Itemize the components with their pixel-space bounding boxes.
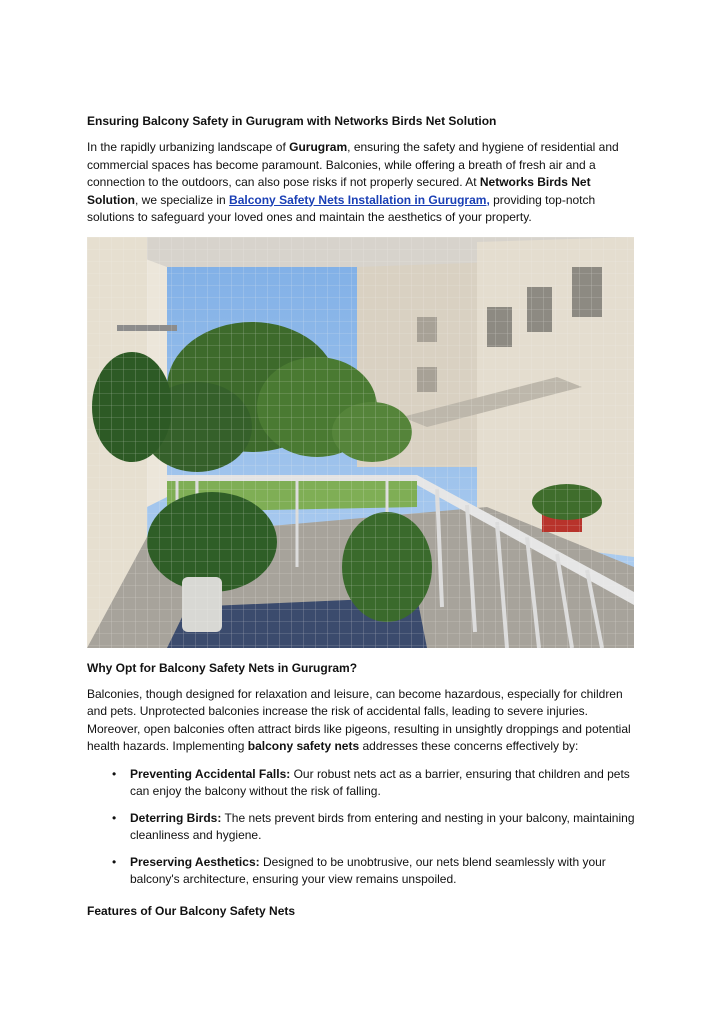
intro-text-4: providing top-notch solutions to safeguard your loved ones and maintain the aesthetics of your property. — [87, 192, 596, 224]
why-paragraph — [87, 686, 635, 756]
why-text-2: addresses these concerns effectively by: — [359, 739, 579, 753]
intro-text-2: , ensuring the safety and hygiene of residential and commercial spaces has become paramount. Balconies, while offering a breath of fresh air and a connection to the outdoors, can also pose risks if not properly secured. At — [87, 140, 619, 189]
benefits-list — [87, 766, 635, 889]
why-text-1: Balconies, though designed for relaxation and leisure, can become hazardous, especially for children and pets. Unprotected balconies increase the risk of accidental falls, leading to severe injuries. Moreover, open balconies often attract birds like pigeons, resulting in unsightly droppings and potential health hazards. Implementing — [87, 686, 631, 753]
list-item — [87, 766, 635, 801]
list-item — [87, 810, 635, 845]
intro-paragraph — [87, 139, 635, 227]
list-item-text: Our robust nets act as a barrier, ensuring that children and pets can enjoy the balcony without the risk of falling. — [130, 766, 630, 798]
list-item-title: Preserving Aesthetics: — [130, 854, 260, 869]
article-body — [87, 113, 635, 929]
list-item-title: Deterring Birds: — [130, 810, 222, 825]
intro-bold-city: Gurugram — [289, 140, 348, 154]
bullet-icon: • — [112, 810, 117, 825]
intro-bold-company: Networks Birds Net Solution — [87, 175, 591, 207]
why-bold-nets: balcony safety nets — [247, 739, 360, 753]
list-item — [87, 854, 635, 889]
list-item-title: Preventing Accidental Falls: — [130, 766, 291, 781]
balcony-photo — [87, 237, 634, 648]
article-title: Ensuring Balcony Safety in Gurugram with Networks Birds Net Solution — [87, 114, 497, 128]
bullet-icon: • — [112, 854, 117, 869]
installation-link[interactable]: Balcony Safety Nets Installation in Gurugram, — [229, 192, 490, 207]
section-heading-features: Features of Our Balcony Safety Nets — [87, 903, 296, 918]
intro-text-1: In the rapidly urbanizing landscape of — [87, 140, 290, 154]
list-item-text: Designed to be unobtrusive, our nets blend seamlessly with your balcony's architecture, ensuring your view remains unspoiled. — [130, 854, 606, 886]
intro-text-3: , we specialize in — [135, 192, 230, 207]
list-item-text: The nets prevent birds from entering and nesting in your balcony, maintaining cleanliness and hygiene. — [130, 810, 635, 842]
section-heading-why: Why Opt for Balcony Safety Nets in Gurugram? — [87, 660, 358, 675]
bullet-icon: • — [112, 766, 117, 781]
